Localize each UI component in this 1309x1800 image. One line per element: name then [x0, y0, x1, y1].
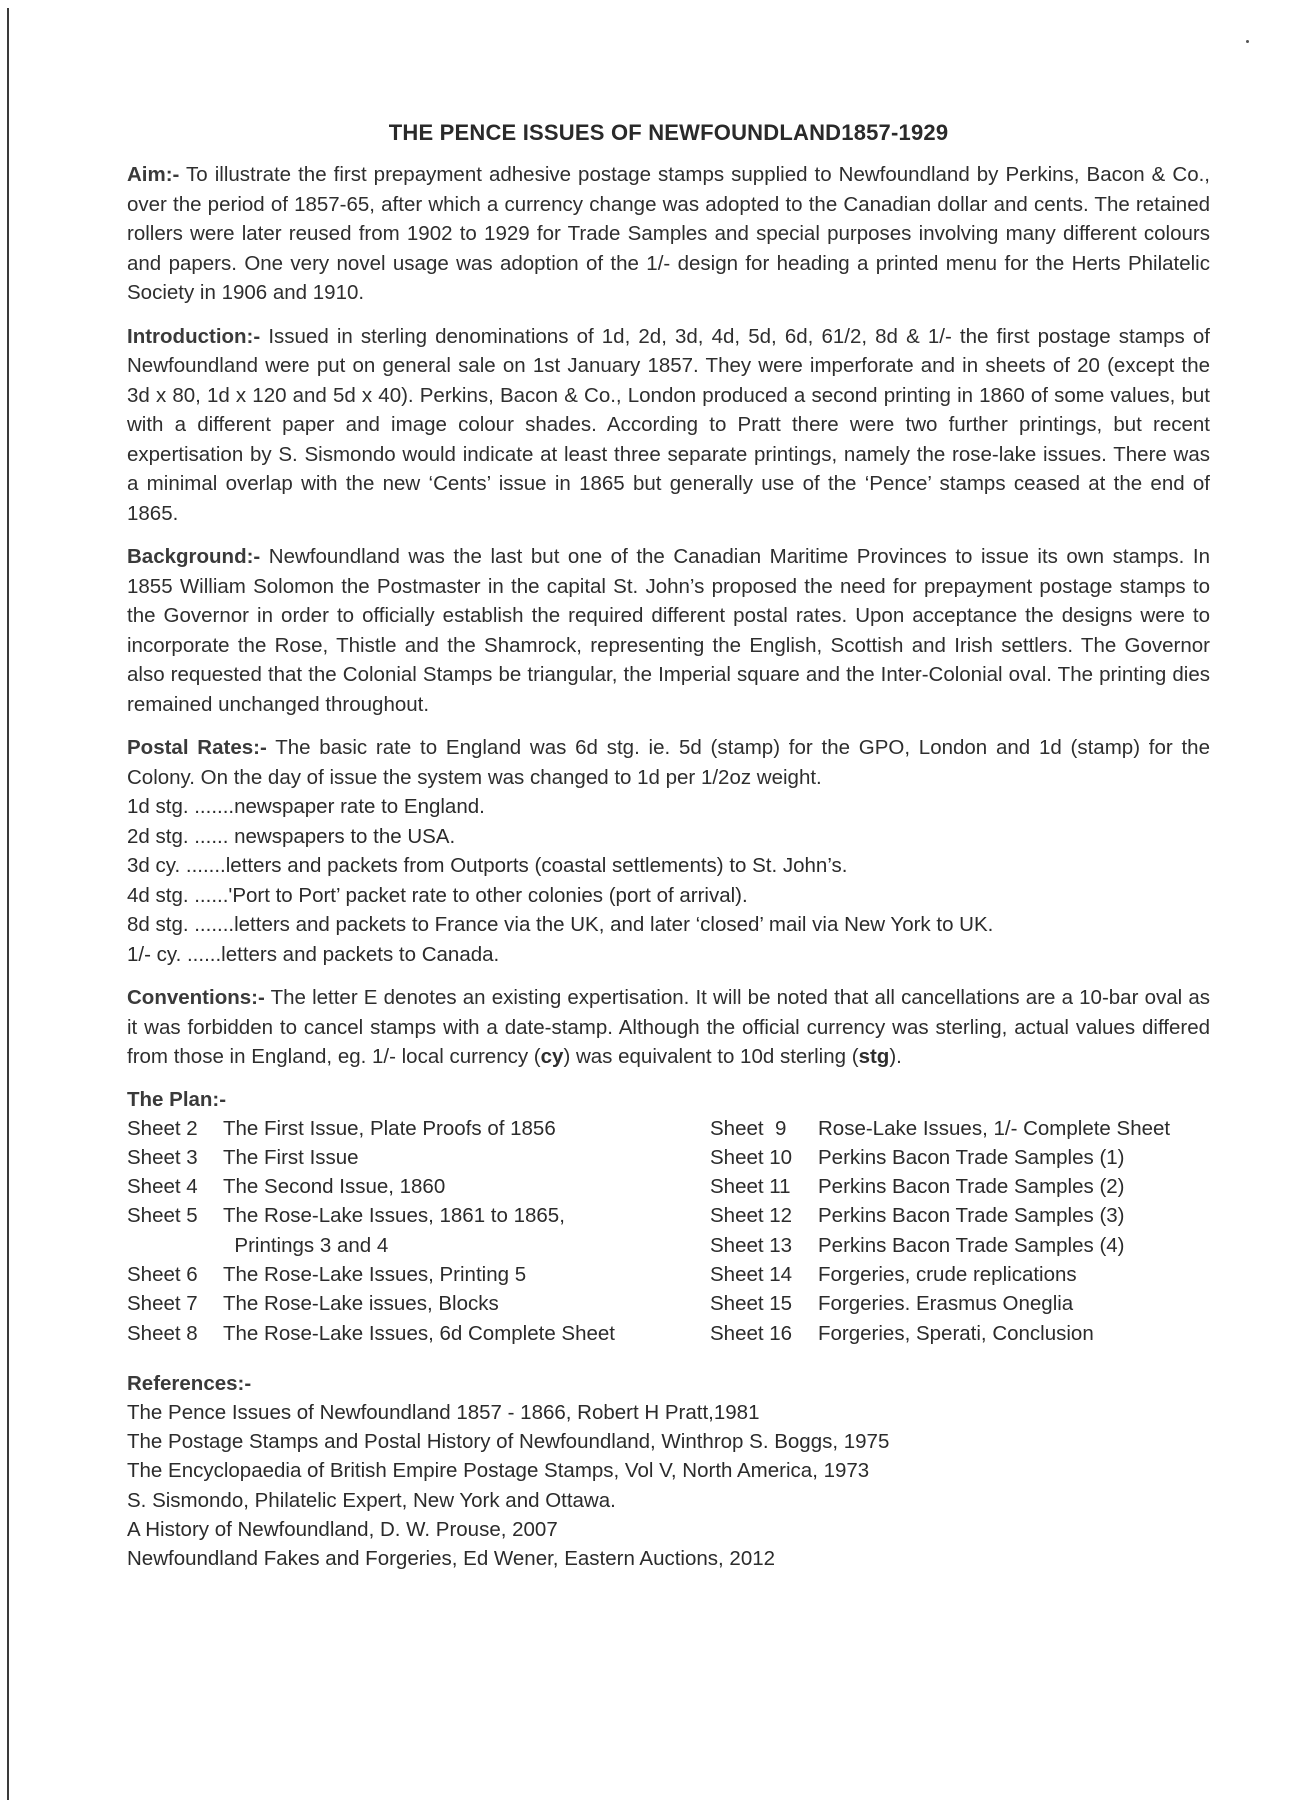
- plan-sheet-description: Forgeries, Sperati, Conclusion: [818, 1321, 1094, 1345]
- reference-item: S. Sismondo, Philatelic Expert, New York and Ottawa.: [127, 1488, 616, 1512]
- plan-sheet-number: Sheet 8: [127, 1321, 198, 1345]
- plan-row: [710, 1143, 1210, 1172]
- background-text: Newfoundland was the last but one of the Canadian Maritime Provinces to issue its own stamps. In 1855 William Solomon the Postmaster in the capital St. John’s proposed the need for prepayment postage stamps to the Governor in order to officially establish the required different postal rates. Upon acceptance the designs were to incorporate the Rose, Thistle and the Shamrock, representing the English, Scottish and Irish settlers. The Governor also requested that the Colonial Stamps be triangular, the Imperial square and the Inter-Colonial oval. The printing dies remained unchanged throughout.: [127, 545, 1210, 716]
- plan-sheet-number: Sheet 11: [710, 1175, 791, 1199]
- plan-sheet-description: Perkins Bacon Trade Samples (4): [818, 1233, 1125, 1257]
- plan-row: [710, 1289, 1210, 1318]
- conventions-section: [127, 983, 1210, 1072]
- postal-rate-item: 1/- cy. ......letters and packets to Canada.: [127, 942, 500, 966]
- plan-row: [127, 1172, 667, 1201]
- reference-item: A History of Newfoundland, D. W. Prouse, 2007: [127, 1518, 558, 1542]
- conventions-text-middle: ) was equivalent to 10d sterling (: [563, 1045, 859, 1068]
- postal-rate-item: 8d stg. .......letters and packets to France via the UK, and later ‘closed’ mail via New York to UK.: [127, 913, 994, 936]
- plan-sheet-description: Perkins Bacon Trade Samples (3): [818, 1204, 1125, 1228]
- plan-row: [710, 1319, 1210, 1348]
- plan-sheet-number: [127, 1231, 223, 1260]
- conventions-text: The letter E denotes an existing expertisation. It will be noted that all cancellations are a 10-bar oval as it was forbidden to cancel stamps with a date-stamp. Although the official currency was sterling, actual values differed from those in England, eg. 1/- local currency (: [127, 986, 1210, 1068]
- aim-text: To illustrate the first prepayment adhesive postage stamps supplied to Newfoundland by Perkins, Bacon & Co., over the period of 1857-65, after which a currency change was adopted to the Canadian dollar and cents. The retained rollers were later reused from 1902 to 1929 for Trade Samples and special purposes involving many different colours and papers. One very novel usage was adoption of the 1/- design for heading a printed menu for the Herts Philatelic Society in 1906 and 1910.: [127, 163, 1210, 304]
- plan-sheet-description: The Rose-Lake issues, Blocks: [223, 1292, 499, 1316]
- plan-row: [127, 1143, 667, 1172]
- plan-sheet-number: Sheet 15: [710, 1292, 793, 1316]
- plan-sheet-description: The Rose-Lake Issues, 6d Complete Sheet: [223, 1321, 615, 1345]
- plan-sheet-description: The First Issue, Plate Proofs of 1856: [223, 1116, 556, 1140]
- conventions-heading: Conventions:-: [127, 986, 265, 1009]
- introduction-heading: Introduction:-: [127, 324, 261, 348]
- plan-row: [127, 1260, 667, 1289]
- plan-sheet-number: Sheet 9: [710, 1116, 787, 1140]
- plan-sheet-description: The Rose-Lake Issues, 1861 to 1865,: [223, 1204, 565, 1228]
- plan-sheet-description: Perkins Bacon Trade Samples (2): [818, 1175, 1125, 1199]
- plan-sheet-description: Forgeries. Erasmus Oneglia: [818, 1292, 1074, 1316]
- document-title: THE PENCE ISSUES OF NEWFOUNDLAND1857-1929: [388, 120, 949, 145]
- plan-sheet-number: Sheet 16: [710, 1321, 793, 1345]
- postal-rate-item: 1d stg. .......newspaper rate to England.: [127, 795, 485, 818]
- plan-heading: The Plan:-: [127, 1087, 227, 1111]
- currency-abbrev-stg: stg: [858, 1045, 890, 1068]
- references-heading: References:-: [127, 1371, 252, 1395]
- aim-section: [127, 160, 1210, 308]
- plan-sheet-description: Forgeries, crude replications: [818, 1262, 1077, 1286]
- plan-sheet-number: Sheet 14: [710, 1262, 793, 1286]
- plan-sheet-number: Sheet 3: [127, 1145, 198, 1169]
- plan-row: [710, 1231, 1210, 1260]
- postal-rate-item: 2d stg. ...... newspapers to the USA.: [127, 824, 456, 848]
- scan-speck: [1246, 40, 1249, 43]
- plan-sheet-description: Rose-Lake Issues, 1/- Complete Sheet: [818, 1116, 1171, 1140]
- reference-item: The Encyclopaedia of British Empire Postage Stamps, Vol V, North America, 1973: [127, 1459, 870, 1483]
- references-list: [127, 1398, 1210, 1574]
- plan-row: [710, 1114, 1210, 1143]
- currency-abbrev-cy: cy: [540, 1045, 564, 1068]
- plan-sheet-number: Sheet 4: [127, 1175, 198, 1199]
- plan-sheet-description: The First Issue: [223, 1145, 359, 1169]
- plan-row: [127, 1289, 667, 1318]
- reference-item: The Postage Stamps and Postal History of Newfoundland, Winthrop S. Boggs, 1975: [127, 1430, 890, 1454]
- postal-rates-list: [127, 792, 1210, 969]
- postal-rate-item: 4d stg. ......'Port to Port’ packet rate to other colonies (port of arrival).: [127, 883, 748, 907]
- plan-sheet-number: Sheet 10: [710, 1145, 793, 1169]
- plan-column-left: [127, 1086, 667, 1348]
- reference-item: The Pence Issues of Newfoundland 1857 - 1866, Robert H Pratt,1981: [127, 1400, 760, 1424]
- introduction-text: Issued in sterling denominations of 1d, 2d, 3d, 4d, 5d, 6d, 61/2, 8d & 1/- the first postage stamps of Newfoundland were put on general sale on 1st January 1857. They were imperforate and in sheets of 20 (except the 3d x 80, 1d x 120 and 5d x 40). Perkins, Bacon & Co., London produced a second printing in 1860 of some values, but with a different paper and image colour shades. According to Pratt there were two further printings, but recent expertisation by S. Sismondo would indicate at least three separate printings, namely the rose-lake issues. There was a minimal overlap with the new ‘Cents’ issue in 1865 but generally use of the ‘Pence’ stamps ceased at the end of 1865.: [127, 324, 1210, 525]
- plan-sheet-number: Sheet 12: [710, 1204, 793, 1228]
- plan-sheet-number: Sheet 2: [127, 1116, 198, 1140]
- reference-item: Newfoundland Fakes and Forgeries, Ed Wener, Eastern Auctions, 2012: [127, 1547, 776, 1571]
- plan-sheet-description: The Second Issue, 1860: [223, 1175, 446, 1199]
- background-section: [127, 542, 1210, 719]
- plan-sheet-number: Sheet 13: [710, 1233, 793, 1257]
- plan-sheet-number: Sheet 7: [127, 1292, 198, 1316]
- plan-row: [127, 1201, 667, 1230]
- plan-section: [127, 1086, 1210, 1348]
- aim-heading: Aim:-: [127, 163, 180, 186]
- plan-sheet-description: Perkins Bacon Trade Samples (1): [818, 1145, 1125, 1169]
- plan-sheet-description: The Rose-Lake Issues, Printing 5: [223, 1262, 527, 1286]
- plan-row: [127, 1114, 667, 1143]
- introduction-section: [127, 322, 1210, 529]
- plan-column-right: [710, 1086, 1210, 1348]
- conventions-text-end: ).: [889, 1045, 902, 1068]
- postal-rates-heading: Postal Rates:-: [127, 736, 267, 759]
- postal-rates-text: The basic rate to England was 6d stg. ie. 5d (stamp) for the GPO, London and 1d (stamp) for the Colony. On the day of issue the system was changed to 1d per 1/2oz weight.: [127, 736, 1210, 789]
- postal-rates-section: [127, 733, 1210, 792]
- postal-rate-item: 3d cy. .......letters and packets from Outports (coastal settlements) to St. John’s.: [127, 854, 848, 877]
- references-section: [127, 1370, 1210, 1574]
- plan-sheet-number: Sheet 5: [127, 1204, 198, 1228]
- document-page: [127, 120, 1210, 1574]
- plan-sheet-description: Printings 3 and 4: [223, 1233, 389, 1257]
- plan-row: [710, 1201, 1210, 1230]
- background-heading: Background:-: [127, 545, 261, 568]
- plan-row: [127, 1319, 667, 1348]
- page-edge-rule: [7, 8, 9, 1800]
- plan-row: [710, 1260, 1210, 1289]
- plan-sheet-number: Sheet 6: [127, 1262, 198, 1286]
- plan-row: [710, 1172, 1210, 1201]
- plan-row-continuation: [127, 1231, 667, 1260]
